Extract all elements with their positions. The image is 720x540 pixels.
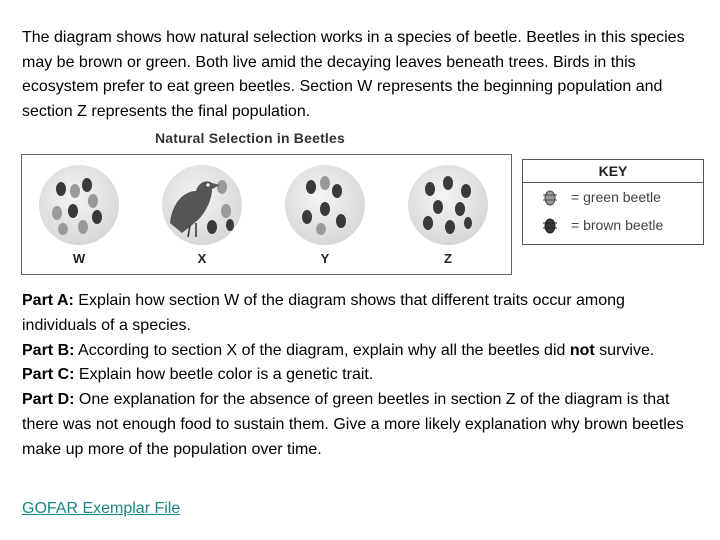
- diagram-title: Natural Selection in Beetles: [155, 130, 345, 146]
- part-b-label: Part B:: [22, 341, 75, 359]
- diagram-panel: [21, 154, 512, 275]
- section-z-circle: [408, 165, 488, 245]
- section-x-circle: [162, 165, 242, 245]
- section-y-label: Y: [320, 251, 330, 266]
- brown-beetle-label: = brown beetle: [571, 217, 664, 233]
- section-x-label: X: [197, 251, 207, 266]
- part-d: [22, 388, 702, 462]
- section-z-label: Z: [444, 251, 452, 266]
- part-a-label: Part A:: [22, 292, 74, 309]
- natural-selection-diagram: [21, 128, 712, 275]
- intro-paragraph: The diagram shows how natural selection works in a species of beetle. Beetles in this species may be brown or green. Both live amid the decaying leaves beneath trees. Birds in this ecosystem prefer to eat green beetles. Section W represents the beginning population and section Z represents the final population.: [22, 29, 685, 120]
- part-c-label: Part C:: [22, 366, 75, 384]
- section-z-beetles: [408, 165, 488, 245]
- brown-beetle-icon: [541, 215, 559, 235]
- part-a-text: Explain how section W of the diagram shows that different traits occur among individuals of a species.: [22, 292, 625, 334]
- part-c-text: Explain how beetle color is a genetic trait.: [74, 366, 374, 384]
- part-b-text-end: survive.: [594, 341, 655, 359]
- key-row-brown: [523, 211, 703, 239]
- green-beetle-label: = green beetle: [571, 189, 661, 205]
- part-c: [22, 363, 702, 388]
- key-title: KEY: [523, 160, 703, 183]
- section-y-circle: [285, 165, 365, 245]
- part-b-text: According to section X of the diagram, explain why all the beetles did: [74, 341, 570, 359]
- section-w-beetles: [39, 165, 119, 245]
- section-y-beetles: [285, 165, 365, 245]
- part-a: [22, 289, 702, 339]
- part-d-label: Part D:: [22, 391, 75, 409]
- key-row-green: [523, 183, 703, 211]
- exemplar-file-link[interactable]: GOFAR Exemplar File: [22, 500, 181, 517]
- part-b: [22, 339, 702, 364]
- section-w-label: W: [72, 251, 86, 266]
- part-d-text: One explanation for the absence of green beetles in section Z of the diagram is that there was not enough food to sustain them. Give a more likely explanation why brown beetles make up more of the population over time.: [22, 391, 684, 458]
- bird-eating-beetles: [162, 165, 242, 245]
- part-b-emphasis: not: [569, 341, 595, 359]
- section-w-circle: [39, 165, 119, 245]
- green-beetle-icon: [541, 187, 559, 207]
- diagram-key: [522, 159, 704, 245]
- questions-block: [22, 289, 702, 463]
